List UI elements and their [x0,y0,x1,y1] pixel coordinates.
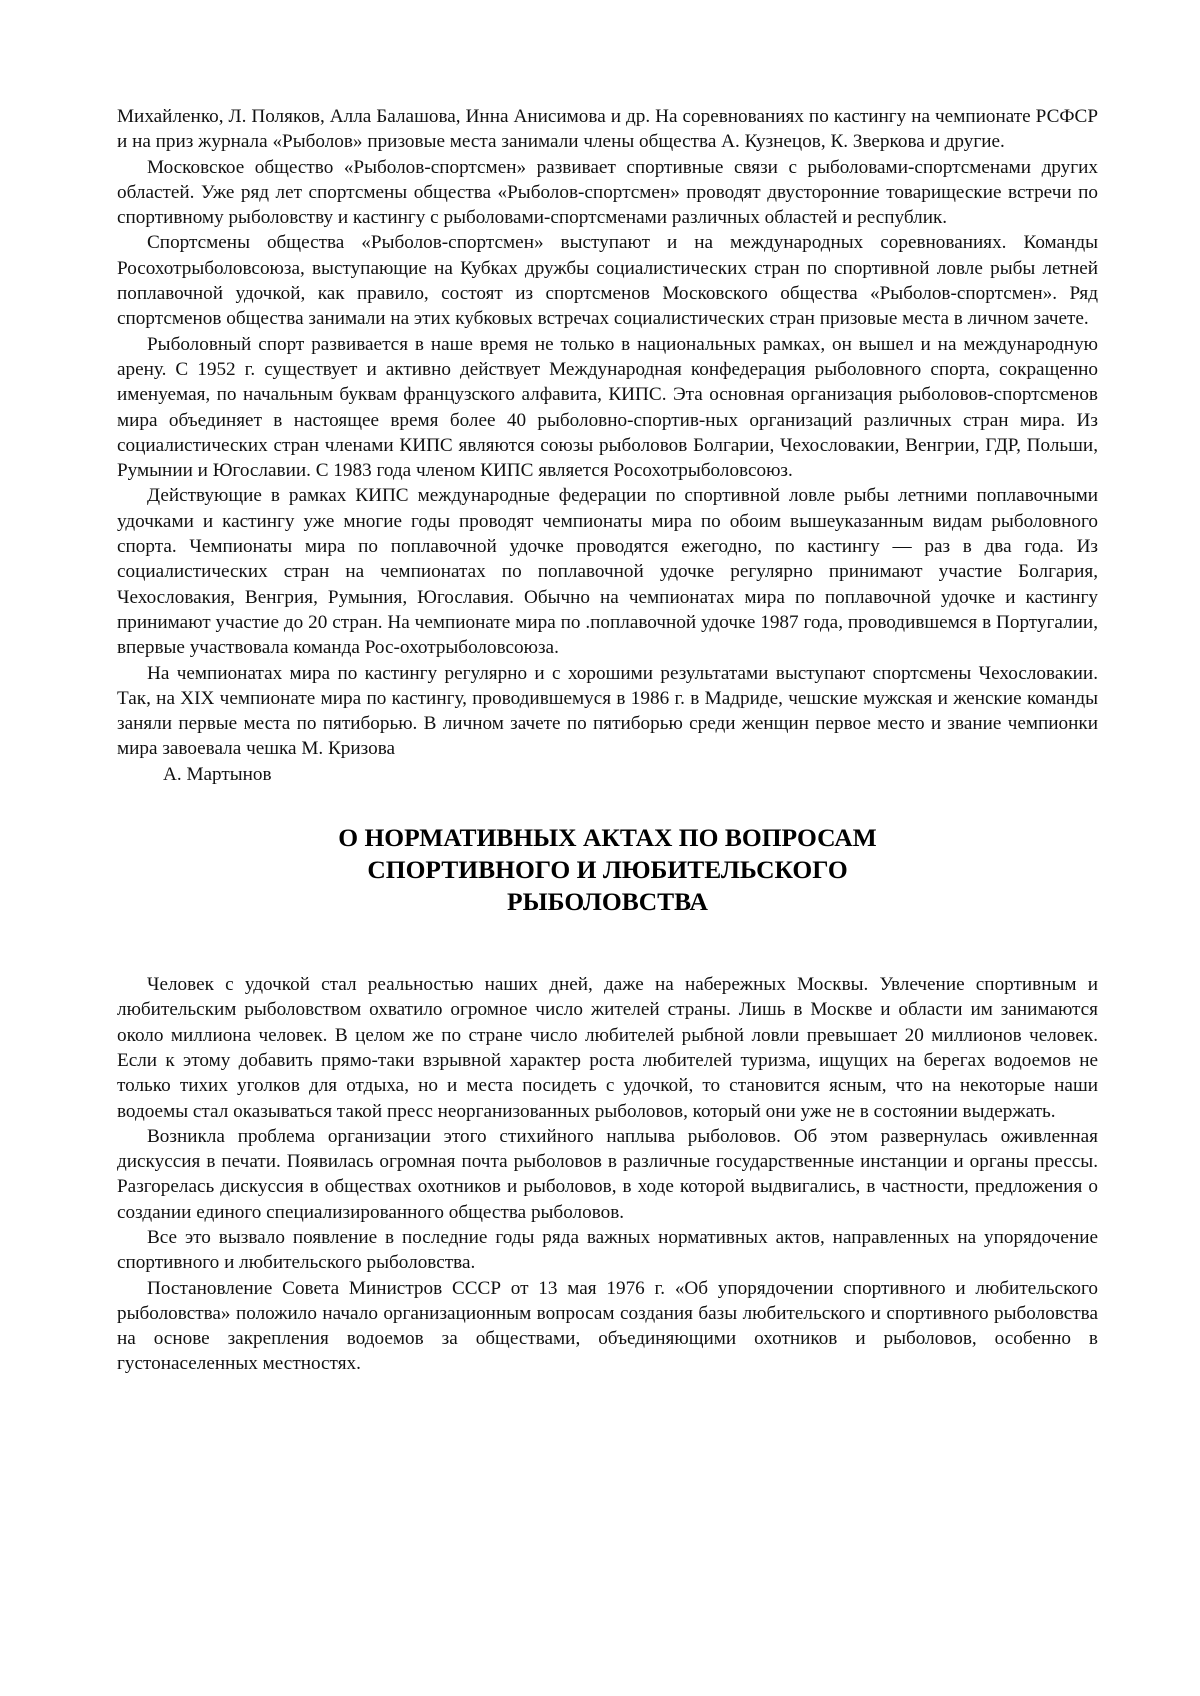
document-page [117,104,1098,1377]
paragraph: Возникла проблема организации этого стихийного наплыва рыболовов. Об этом развернулась оживленная дискуссия в печати. Появилась огромная почта рыболовов в различные государственные инстанции и органы прессы. Разгорелась дискуссия в обществах охотников и рыболовов, в ходе которой выдвигались, в частности, предложения о создании единого специализированного общества рыболовов. [117,1125,1098,1223]
article-title-line: СПОРТИВНОГО И ЛЮБИТЕЛЬСКОГО [367,855,848,885]
paragraph: Рыболовный спорт развивается в наше время не только в национальных рамках, он вышел и на международную арену. С 1952 г. существует и активно действует Международная конфедерация рыболовного спорта, сокращенно именуемая, по начальным буквам французского алфавита, КИПС. Эта основная организация рыболовов-спортсменов мира объединяет в настоящее время более 40 рыболовно-спортив-ных организаций различных стран мира. Из социалистических стран членами КИПС являются союзы рыболовов Болгарии, Чехословакии, Венгрии, ГДР, Польши, Румынии и Югославии. С 1983 года членом КИПС является Росохотрыболовсоюз. [117,333,1098,482]
paragraph: На чемпионатах мира по кастингу регулярно и с хорошими результатами выступают спортсмены Чехословакии. Так, на XIX чемпионате мира по кастингу, проводившемуся в 1986 г. в Мадриде, чешские мужская и женские команды заняли первые места по пятиборью. В личном зачете по пятиборью среди женщин первое место и звание чемпионки мира завоевала чешка М. Кризова [117,662,1098,760]
article-title-line: О НОРМАТИВНЫХ АКТАХ ПО ВОПРОСАМ [338,823,877,853]
article-title [117,822,1098,918]
paragraph: Все это вызвало появление в последние годы ряда важных нормативных актов, направленных на упорядочение спортивного и любительского рыболовства. [117,1226,1098,1274]
paragraph: Постановление Совета Министров СССР от 13 мая 1976 г. «Об упорядочении спортивного и любительского рыболовства» положило начало организационным вопросам создания базы любительского и спортивного рыболовства на основе закрепления водоемов за обществами, объединяющими охотников и рыболовов, особенно в густонаселенных местностях. [117,1277,1098,1375]
author-signature: А. Мартынов [163,763,272,785]
article-title-line: РЫБОЛОВСТВА [507,887,708,917]
paragraph: Спортсмены общества «Рыболов-спортсмен» выступают и на международных соревнованиях. Команды Росохотрыболовсоюза, выступающие на Кубках дружбы социалистических стран по спортивной ловле рыбы летней поплавочной удочкой, как правило, состоят из спортсменов Московского общества «Рыболов-спортсмен». Ряд спортсменов общества занимали на этих кубковых встречах социалистических стран призовые места в личном зачете. [117,232,1098,330]
paragraph: Действующие в рамках КИПС международные федерации по спортивной ловле рыбы летними поплавочными удочками и кастингу уже многие годы проводят чемпионаты мира по обоим вышеуказанным видам рыболовного спорта. Чемпионаты мира по поплавочной удочке проводятся ежегодно, по кастингу — раз в два года. Из социалистических стран на чемпионатах по поплавочной удочке регулярно принимают участие Болгария, Чехословакия, Венгрия, Румыния, Югославия. Обычно на чемпионатах мира по поплавочной удочке и кастингу принимают участие до 20 стран. На чемпионате мира по .поплавочной удочке 1987 года, проводившемся в Португалии, впервые участвовала команда Рос-охотрыболовсоюза. [117,485,1098,659]
paragraph-continued: Михайленко, Л. Поляков, Алла Балашова, Инна Анисимова и др. На соревнованиях по кастингу на чемпионате РСФСР и на приз журнала «Рыболов» призовые места занимали члены общества А. Кузнецов, К. Зверкова и другие. [117,106,1098,153]
paragraph: Московское общество «Рыболов-спортсмен» развивает спортивные связи с рыболовами-спортсменами других областей. Уже ряд лет спортсмены общества «Рыболов-спортсмен» проводят двусторонние товарищеские встречи по спортивному рыболовству и кастингу с рыболовами-спортсменами различных областей и республик. [117,156,1098,229]
paragraph: Человек с удочкой стал реальностью наших дней, даже на набережных Москвы. Увлечение спортивным и любительским рыболовством охватило огромное число жителей страны. Лишь в Москве и области им занимаются около миллиона человек. В целом же по стране число любителей рыбной ловли превышает 20 миллионов человек. Если к этому добавить прямо-таки взрывной характер роста любителей туризма, ищущих на берегах водоемов не только тихих уголков для отдыха, но и места посидеть с удочкой, то становится ясным, что на некоторые наши водоемы стал оказываться такой пресс неорганизованных рыболовов, который они уже не в состоянии выдержать. [117,974,1098,1122]
